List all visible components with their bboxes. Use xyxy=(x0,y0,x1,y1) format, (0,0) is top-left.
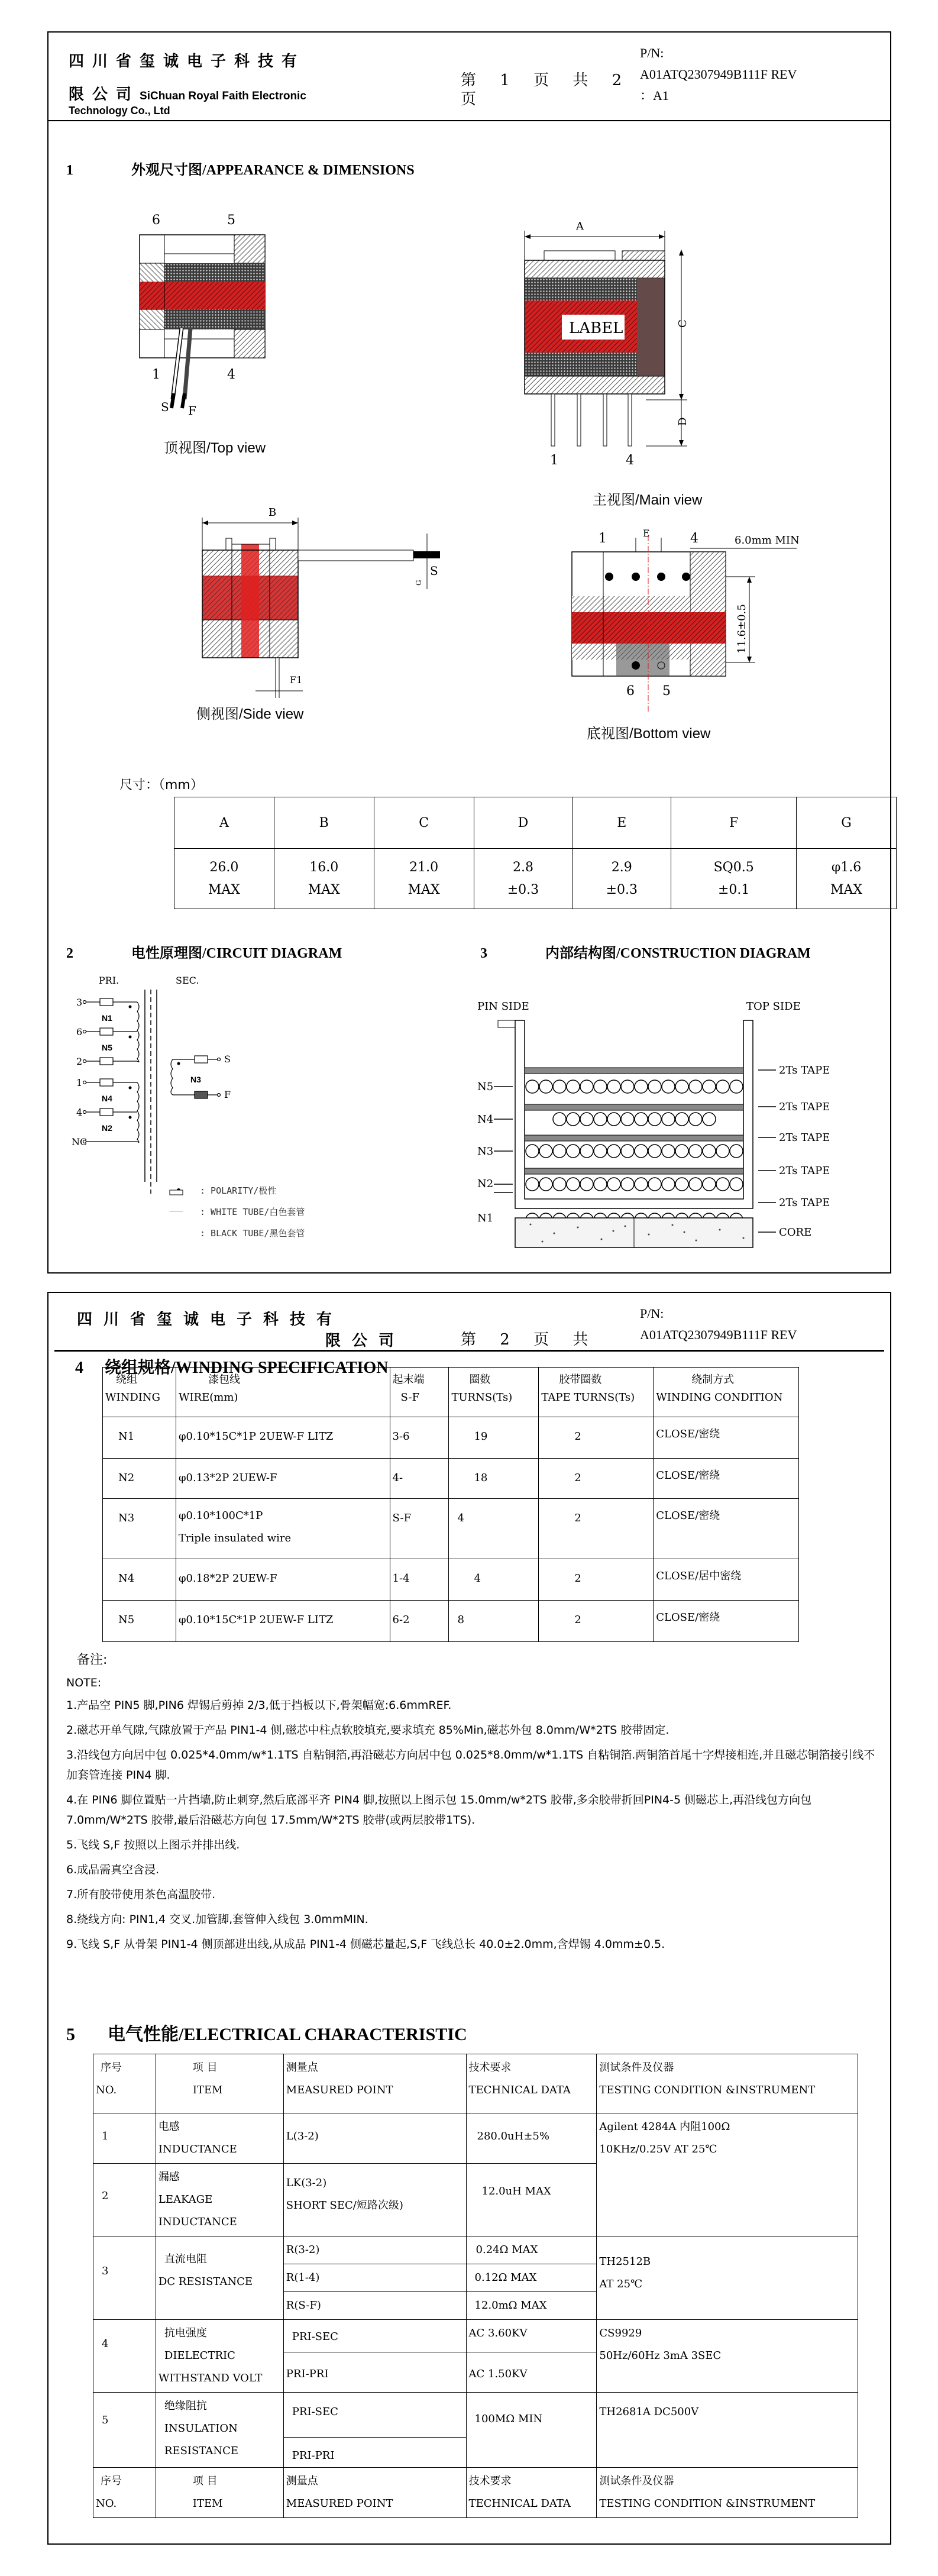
section-number: 2 xyxy=(66,946,73,961)
section-title-cn: 电性原理图 xyxy=(131,945,202,961)
svg-text:4: 4 xyxy=(76,1107,83,1118)
section-3-title xyxy=(480,941,811,962)
company-name-cn-line2: 限公司 xyxy=(325,1332,406,1350)
dim-header: G xyxy=(797,797,897,849)
svg-text:1: 1 xyxy=(152,367,160,382)
svg-text:E: E xyxy=(643,528,650,539)
circuit-diagram xyxy=(63,969,430,1211)
winding-row: N2 φ0.13*2P 2UEW-F 4- 18 2 CLOSE/密绕 xyxy=(103,1459,799,1499)
dim-header: A xyxy=(174,797,274,849)
note-item: 7.所有胶带使用茶色高温胶带. xyxy=(66,1888,216,1901)
side-view-caption: 侧视图/Side view xyxy=(196,706,304,722)
svg-text:4: 4 xyxy=(227,367,235,382)
dim-value: 16.0 MAX xyxy=(274,849,374,909)
company-name-en-line2: Technology Co., Ltd xyxy=(69,105,170,117)
circuit-legend xyxy=(200,1180,305,1244)
page-number: 第 2 页 共 xyxy=(461,1331,598,1349)
svg-text:G: G xyxy=(415,580,423,586)
winding-header-row xyxy=(103,1368,799,1417)
company-name-line2 xyxy=(69,82,306,104)
dim-value: 2.8 ±0.3 xyxy=(474,849,572,909)
dim-header: D xyxy=(474,797,572,849)
section-number: 1 xyxy=(66,163,73,178)
svg-text:N5: N5 xyxy=(102,1043,112,1052)
dim-header: C xyxy=(374,797,474,849)
svg-text:B: B xyxy=(269,506,277,519)
company-name-cn-line1: 四川省玺诚电子科技有 xyxy=(69,53,306,70)
svg-text:F: F xyxy=(188,403,196,418)
page-number: 第 1 页 共 2 xyxy=(461,72,632,89)
dim-header: B xyxy=(274,797,374,849)
pin-side-label: PIN SIDE xyxy=(477,1000,529,1013)
svg-text:2: 2 xyxy=(76,1056,83,1067)
winding-row: N4 φ0.18*2P 2UEW-F 1-4 4 2 CLOSE/居中密绕 xyxy=(103,1559,799,1601)
svg-text:S: S xyxy=(161,400,169,414)
section-number: 5 xyxy=(66,2025,75,2044)
dim-header: F xyxy=(671,797,797,849)
construction-diagram xyxy=(471,997,850,1257)
note-label: NOTE: xyxy=(66,1676,102,1689)
svg-text:C: C xyxy=(677,319,689,328)
svg-text:6.0mm MIN: 6.0mm MIN xyxy=(735,534,800,547)
svg-text:5: 5 xyxy=(662,684,671,699)
dimension-unit-label: 尺寸：（mm） xyxy=(119,778,203,793)
label-text: LABEL xyxy=(569,319,623,337)
core-label: CORE xyxy=(779,1226,812,1239)
top-side-label: TOP SIDE xyxy=(746,1000,801,1013)
bottom-view-drawing xyxy=(557,518,817,713)
part-number-label: P/N: xyxy=(640,1306,664,1321)
header-divider xyxy=(54,1350,884,1352)
svg-text:N2: N2 xyxy=(102,1123,112,1133)
page-number-suffix: 页 xyxy=(461,91,486,108)
svg-text:A: A xyxy=(576,220,584,232)
svg-text:4: 4 xyxy=(626,453,634,467)
note-item: 2.磁芯开单气隙,气隙放置于产品 PIN1-4 侧,磁芯中柱点软胶填充,要求填充 85%Min,磁芯外包 8.0mm/W*2TS 胶带固定. xyxy=(66,1724,669,1737)
svg-text:PRI.: PRI. xyxy=(99,975,119,986)
electrical-row-inductance: 1 电感 INDUCTANCE L(3-2) 280.0uH±5% Agilent 4284A 内阻100Ω 10KHz/0.25V AT 25℃ xyxy=(93,2113,858,2164)
svg-text:F: F xyxy=(224,1089,231,1100)
dim-value: SQ0.5 ±0.1 xyxy=(671,849,797,909)
note-item: 6.成品需真空含浸. xyxy=(66,1863,160,1876)
note-item: 8.绕线方向: PIN1,4 交叉.加管脚,套管伸入线包 3.0mmMIN. xyxy=(66,1913,368,1926)
revision-value: ：A1 xyxy=(640,88,669,103)
dim-header: E xyxy=(572,797,671,849)
svg-text:1: 1 xyxy=(599,531,607,546)
svg-text:11.6±0.5: 11.6±0.5 xyxy=(736,604,748,654)
section-title-cn: 绕组规格 xyxy=(105,1358,172,1377)
winding-row: N1 φ0.10*15C*1P 2UEW-F LITZ 3-6 19 2 CLOSE/密绕 xyxy=(103,1417,799,1459)
svg-text:SEC.: SEC. xyxy=(176,975,199,986)
winding-spec-table xyxy=(102,1367,799,1642)
electrical-row-leakage: 2 漏感 LEAKAGE INDUCTANCE LK(3-2) SHORT SEC/短路次级) 12.0uH MAX xyxy=(93,2164,858,2236)
company-name-cn-line1: 四川省玺诚电子科技有 xyxy=(77,1311,344,1329)
legend-black-tube: : BLACK TUBE/黑色套管 xyxy=(200,1228,305,1239)
svg-text:S: S xyxy=(430,564,438,578)
section-title-cn: 内部结构图 xyxy=(545,945,616,961)
svg-text:3: 3 xyxy=(76,997,83,1008)
svg-text:6: 6 xyxy=(76,1026,83,1037)
note-item: 9.飞线 S,F 从骨架 PIN1-4 侧顶部进出线,从成品 PIN1-4 侧磁芯量起,S,F 飞线总长 40.0±2.0mm,含焊锡 4.0mm±0.5. xyxy=(66,1938,665,1951)
svg-text:F1: F1 xyxy=(290,674,303,686)
section-number: 3 xyxy=(480,946,487,961)
electrical-row-insulation: 5 绝缘阻抗 INSULATION RESISTANCE PRI-SEC 100MΩ MIN TH2681A DC500V xyxy=(93,2393,858,2438)
part-number-label: P/N: xyxy=(640,46,664,60)
svg-text:5: 5 xyxy=(227,213,235,228)
bottom-view-caption: 底视图/Bottom view xyxy=(587,726,711,742)
dim-value: 2.9 ±0.3 xyxy=(572,849,671,909)
main-view-drawing xyxy=(510,219,705,467)
section-title-cn: 电气性能 xyxy=(108,2024,179,2045)
winding-row: N3 φ0.10*100C*1P Triple insulated wire S-F 4 2 CLOSE/密绕 xyxy=(103,1499,799,1559)
part-number-value: A01ATQ2307949B111F REV xyxy=(640,1327,797,1342)
section-title-en: /CIRCUIT DIAGRAM xyxy=(202,946,342,961)
header-turns: 圈数 TURNS(Ts) xyxy=(449,1368,539,1417)
svg-text:N2: N2 xyxy=(477,1178,494,1190)
svg-text:1: 1 xyxy=(76,1077,83,1088)
header-sf: 起末端 S-F xyxy=(390,1368,449,1417)
section-title-en: /ELECTRICAL CHARACTERISTIC xyxy=(179,2025,467,2044)
electrical-header-row: 序号 NO. 项 目 ITEM 测量点 MEASURED POINT 技术要求 TECHNICAL DATA 测试条件及仪器 TESTING CONDITION &INSTRUMENT xyxy=(93,2054,858,2113)
svg-text:NC: NC xyxy=(72,1136,88,1148)
svg-text:4: 4 xyxy=(690,531,698,546)
page-header xyxy=(48,1293,890,1350)
spec-page-2 xyxy=(47,1292,891,2545)
company-name-en-line1: SiChuan Royal Faith Electronic xyxy=(140,90,306,102)
section-2-title xyxy=(66,941,342,962)
section-title-en: /APPEARANCE & DIMENSIONS xyxy=(202,163,415,178)
svg-text:N3: N3 xyxy=(190,1075,201,1084)
svg-text:N1: N1 xyxy=(102,1013,112,1023)
svg-text:2Ts TAPE: 2Ts TAPE xyxy=(779,1132,830,1144)
svg-text:N3: N3 xyxy=(477,1145,494,1158)
section-number: 4 xyxy=(75,1359,83,1377)
svg-text:2Ts TAPE: 2Ts TAPE xyxy=(779,1197,830,1209)
svg-text:2Ts TAPE: 2Ts TAPE xyxy=(779,1064,830,1077)
svg-text:S: S xyxy=(224,1053,231,1065)
section-1-title xyxy=(66,158,415,179)
spec-page-1 xyxy=(47,31,891,1274)
section-title-en: /CONSTRUCTION DIAGRAM xyxy=(616,946,811,961)
main-view-caption: 主视图/Main view xyxy=(593,492,703,508)
svg-text:D: D xyxy=(677,417,689,426)
part-number-value: A01ATQ2307949B111F REV xyxy=(640,67,797,82)
svg-text:6: 6 xyxy=(626,684,635,699)
dimension-table xyxy=(174,797,897,909)
dimension-header-row xyxy=(174,797,897,849)
section-title-en: /WINDING SPECIFICATION xyxy=(171,1359,389,1377)
svg-text:6: 6 xyxy=(152,213,160,228)
header-winding-condition: 绕制方式 WINDING CONDITION xyxy=(654,1368,799,1417)
winding-row: N5 φ0.10*15C*1P 2UEW-F LITZ 6-2 8 2 CLOSE/密绕 xyxy=(103,1601,799,1642)
section-title-cn: 外观尺寸图 xyxy=(131,161,202,178)
svg-text:2Ts TAPE: 2Ts TAPE xyxy=(779,1165,830,1177)
top-view-caption: 顶视图/Top view xyxy=(164,440,266,456)
section-5-title xyxy=(66,2019,467,2045)
header-wire: 漆包线 WIRE(mm) xyxy=(176,1368,390,1417)
svg-text:N4: N4 xyxy=(102,1094,112,1103)
svg-text:1: 1 xyxy=(550,453,558,467)
svg-text:N4: N4 xyxy=(477,1113,494,1126)
electrical-footer-header-row: 序号 NO. 项 目 ITEM 测量点 MEASURED POINT 技术要求 TECHNICAL DATA 测试条件及仪器 TESTING CONDITION &INSTRUMENT xyxy=(93,2468,858,2518)
note-item: 1.产品空 PIN5 脚,PIN6 焊锡后剪掉 2/3,低于挡板以下,骨架幅宽:6.6mmREF. xyxy=(66,1699,452,1712)
dim-value: φ1.6 MAX xyxy=(797,849,897,909)
electrical-row-dielectric: 4 抗电强度 DIELECTRIC WITHSTAND VOLT PRI-SEC AC 3.60KV CS9929 50Hz/60Hz 3mA 3SEC xyxy=(93,2320,858,2352)
side-view-drawing xyxy=(190,503,462,698)
top-view-drawing xyxy=(125,204,297,423)
legend-polarity: : POLARITY/极性 xyxy=(200,1185,277,1196)
note-item: 3.沿线包方向居中包 0.025*4.0mm/w*1.1TS 自粘铜箔,再沿磁芯方向居中包 0.025*8.0mm/w*1.1TS 自粘铜箔.两铜箔首尾十字焊接相连,并且磁芯铜箔接引线不加套管连接 PIN4 脚. xyxy=(66,1748,875,1782)
header-tape-turns: 胶带圈数 TAPE TURNS(Ts) xyxy=(539,1368,654,1417)
dim-value: 21.0 MAX xyxy=(374,849,474,909)
note-item: 5.飞线 S,F 按照以上图示并排出线. xyxy=(66,1838,240,1851)
svg-text:2Ts TAPE: 2Ts TAPE xyxy=(779,1101,830,1113)
remark-label: 备注: xyxy=(77,1653,108,1667)
dimension-value-row xyxy=(174,849,897,909)
notes-section xyxy=(66,1648,882,1957)
electrical-characteristic-table: 序号 NO. 项 目 ITEM 测量点 MEASURED POINT 技术要求 TECHNICAL DATA 测试条件及仪器 TESTING CONDITION &INSTRUMENT 1 电感 INDUCTANCE L(3-2) 280.0uH±5% Agilent 4284A 内阻100Ω 10KHz/0.25V AT 25℃ 2 漏感 LEAKAGE INDUCTANCE LK(3-2) SHORT SEC/短路次级) 12.0uH MAX 3 直流电阻 DC RESISTANCE R(3-2) 0.24Ω MAX TH2512B AT 25℃ R(1-4) 0.12Ω MAX R(S-F) 12.0mΩ MAX 4 抗电强度 DIELECTRIC WITHSTAND VOLT PRI-SEC AC 3.60KV CS9929 50Hz/60Hz 3mA 3SEC PRI-PRI AC 1.50KV 5 绝缘阻抗 INSULATION RESISTANCE PRI-SEC 100MΩ MIN TH2681A DC500V PRI-PRI 序号 NO. 项 目 ITEM 测量点 MEASURED POINT 技术要求 TECHNICAL DATA 测试条件及仪器 TESTING CONDITION &INSTRUMENT xyxy=(93,2054,858,2518)
company-name-cn-line2: 限公司 xyxy=(69,86,140,104)
svg-text:N5: N5 xyxy=(477,1081,494,1093)
dim-value: 26.0 MAX xyxy=(174,849,274,909)
header-winding: 绕组 WINDING xyxy=(103,1368,176,1417)
electrical-row-dc-resistance: 3 直流电阻 DC RESISTANCE R(3-2) 0.24Ω MAX TH2512B AT 25℃ xyxy=(93,2236,858,2264)
svg-text:N1: N1 xyxy=(477,1212,494,1224)
legend-white-tube: : WHITE TUBE/白色套管 xyxy=(200,1207,305,1217)
note-item: 4.在 PIN6 脚位置贴一片挡墙,防止刺穿,然后底部平齐 PIN4 脚,按照以上图示包 15.0mm/w*2TS 胶带,多余胶带折回PIN4-5 侧磁芯上,再沿线包方向包 7.0mm/W*2TS 胶带,最后沿磁芯方向包 17.5mm/W*2TS 胶带(或两层胶带1TS). xyxy=(66,1793,812,1827)
page-header xyxy=(48,33,890,121)
